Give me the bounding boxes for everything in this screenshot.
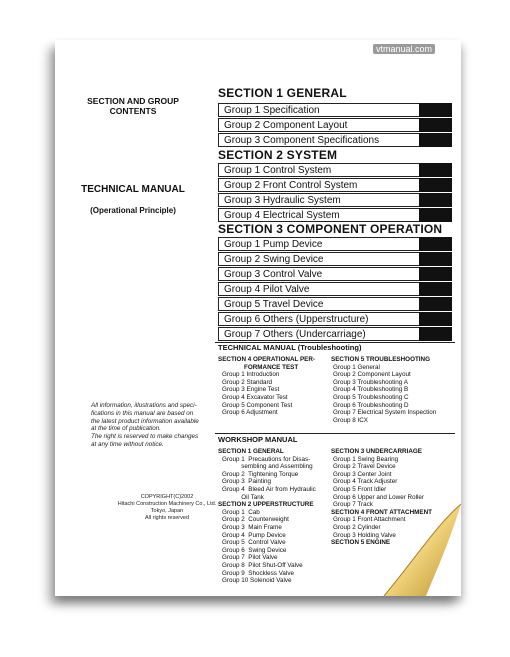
ws-section-title: SECTION 2 UPPERSTRUCTURE [218,501,314,509]
ts-col1 [218,356,315,417]
ts-col2 [331,356,436,424]
toc-group[interactable]: Group 2 Swing Device [218,252,419,266]
section-tab [419,327,452,341]
list-item: Group 5 Front Idler [333,485,387,493]
ws-col1 [218,448,316,585]
ts-col2-title: SECTION 5 TROUBLESHOOTING [331,356,431,363]
list-item: Group 5 Troubleshooting C [333,393,409,401]
manual-title: TECHNICAL MANUAL [81,184,185,195]
watermark: vtmanual.com [373,44,435,54]
list-item: Group 6 Troubleshooting D [333,401,409,409]
notice-line: The right is reserved to make changes [91,433,199,441]
list-item: Group 9 Shockless Valve [222,569,294,577]
section-tab [419,282,452,296]
section-tab [419,237,452,251]
notice-line: All information, illustrations and speci- [91,402,197,409]
toc-group[interactable]: Group 3 Hydraulic System [218,193,419,207]
section-tab [419,118,452,132]
section-2-title: SECTION 2 SYSTEM [218,148,338,162]
list-item: Group 2 Component Layout [333,371,411,379]
list-item: Group 1 General [333,363,380,371]
toc-group[interactable]: Group 6 Others (Upperstructure) [218,312,419,326]
toc-group[interactable]: Group 2 Front Control System [218,178,419,192]
ws-section-title: SECTION 5 ENGINE [331,539,391,547]
toc-group[interactable]: Group 1 Specification [218,103,419,117]
contents-heading-line: SECTION AND GROUP [87,96,179,106]
list-item: Group 3 Painting [222,478,272,486]
copyright-line: Hitachi Construction Machinery Co., Ltd. [117,501,217,507]
ts-col1-title: SECTION 4 OPERATIONAL PER- [218,356,316,363]
list-item: Group 6 Adjustment [222,409,278,417]
workshop-heading: WORKSHOP MANUAL [218,435,298,444]
list-item: Oil Tank [222,493,264,501]
toc-group[interactable]: Group 1 Control System [218,163,419,177]
list-item: Group 10 Solenoid Valve [222,577,292,585]
notice-line: the latest product information available [91,417,199,425]
divider [215,433,455,434]
list-item: Group 2 Standard [222,378,273,386]
list-item: Group 4 Excavator Test [222,393,288,401]
toc-group[interactable]: Group 7 Others (Undercarriage) [218,327,419,341]
list-item: Group 3 Main Frame [222,523,282,531]
section-tab [419,163,452,177]
section-tab [419,297,452,311]
list-item: Group 7 Track [333,501,373,509]
section-tab [419,178,452,192]
list-item: Group 2 Counterweight [222,516,289,524]
copyright-line: Tokyo, Japan [150,508,184,514]
list-item: Group 4 Bleed Air from Hydraulic [222,485,316,493]
contents-heading-line: CONTENTS [109,106,157,116]
page-curl-icon [366,496,461,596]
manual-subtitle: (Operational Principle) [90,206,176,215]
ts-col1-title: FORMANCE TEST [244,363,299,371]
list-item: Group 3 Troubleshooting A [333,378,408,386]
list-item: Group 3 Center Joint [333,470,392,478]
section-3-title: SECTION 3 COMPONENT OPERATION [218,222,443,236]
section-tab [419,252,452,266]
list-item: Group 2 Cylinder [333,523,381,531]
section-tab [419,267,452,281]
section-tab [419,208,452,222]
toc-group[interactable]: Group 4 Electrical System [218,208,419,222]
list-item: sembling and Assembling [222,463,313,471]
list-item: Group 8 ICX [333,416,368,424]
toc-group[interactable]: Group 3 Control Valve [218,267,419,281]
copyright-line: COPYRIGHT(C)2002 [140,494,194,500]
section-1-title: SECTION 1 GENERAL [218,86,347,100]
manual-page [55,40,461,596]
toc-group[interactable]: Group 4 Pilot Valve [218,282,419,296]
list-item: Group 1 Precautions for Disas- [222,455,311,463]
list-item: Group 7 Pilot Valve [222,554,278,562]
list-item: Group 5 Component Test [222,401,293,409]
ws-section-title: SECTION 1 GENERAL [218,448,284,455]
list-item: Group 4 Track Adjuster [333,478,398,486]
toc-group[interactable]: Group 5 Travel Device [218,297,419,311]
notice-text [91,402,211,449]
copyright-line: All rights reserved [144,515,190,521]
list-item: Group 8 Pilot Shut-Off Valve [222,561,303,569]
list-item: Group 3 Engine Test [222,386,280,394]
list-item: Group 4 Troubleshooting B [333,386,409,394]
contents-heading [63,96,203,116]
list-item: Group 5 Control Valve [222,539,286,547]
list-item: Group 2 Tightening Torque [222,470,299,478]
ws-section-title: SECTION 3 UNDERCARRIAGE [331,448,422,455]
toc-group[interactable]: Group 1 Pump Device [218,237,419,251]
copyright-block [117,494,217,522]
section-tab [419,193,452,207]
list-item: Group 2 Travel Device [333,463,396,471]
list-item: Group 4 Pump Device [222,531,286,539]
list-item: Group 3 Holding Valve [333,531,396,539]
notice-line: at any time without notice. [91,440,164,448]
list-item: Group 6 Swing Device [222,546,287,554]
list-item: Group 1 Introduction [222,371,280,379]
ws-section-title: SECTION 4 FRONT ATTACHMENT [331,508,432,516]
toc-group[interactable]: Group 2 Component Layout [218,118,419,132]
list-item: Group 1 Swing Bearing [333,455,399,463]
toc-group[interactable]: Group 3 Component Specifications [218,133,419,147]
notice-line: at the time of publication. [91,425,162,433]
notice-line: fications in this manual are based on [91,409,194,417]
troubleshooting-heading: TECHNICAL MANUAL (Troubleshooting) [218,343,362,352]
section-tab [419,133,452,147]
list-item: Group 1 Front Attachment [333,516,406,524]
list-item: Group 7 Electrical System Inspection [333,409,437,417]
list-item: Group 6 Upper and Lower Roller [333,493,425,501]
section-tab [419,103,452,117]
list-item: Group 1 Cab [222,508,260,516]
section-tab [419,312,452,326]
